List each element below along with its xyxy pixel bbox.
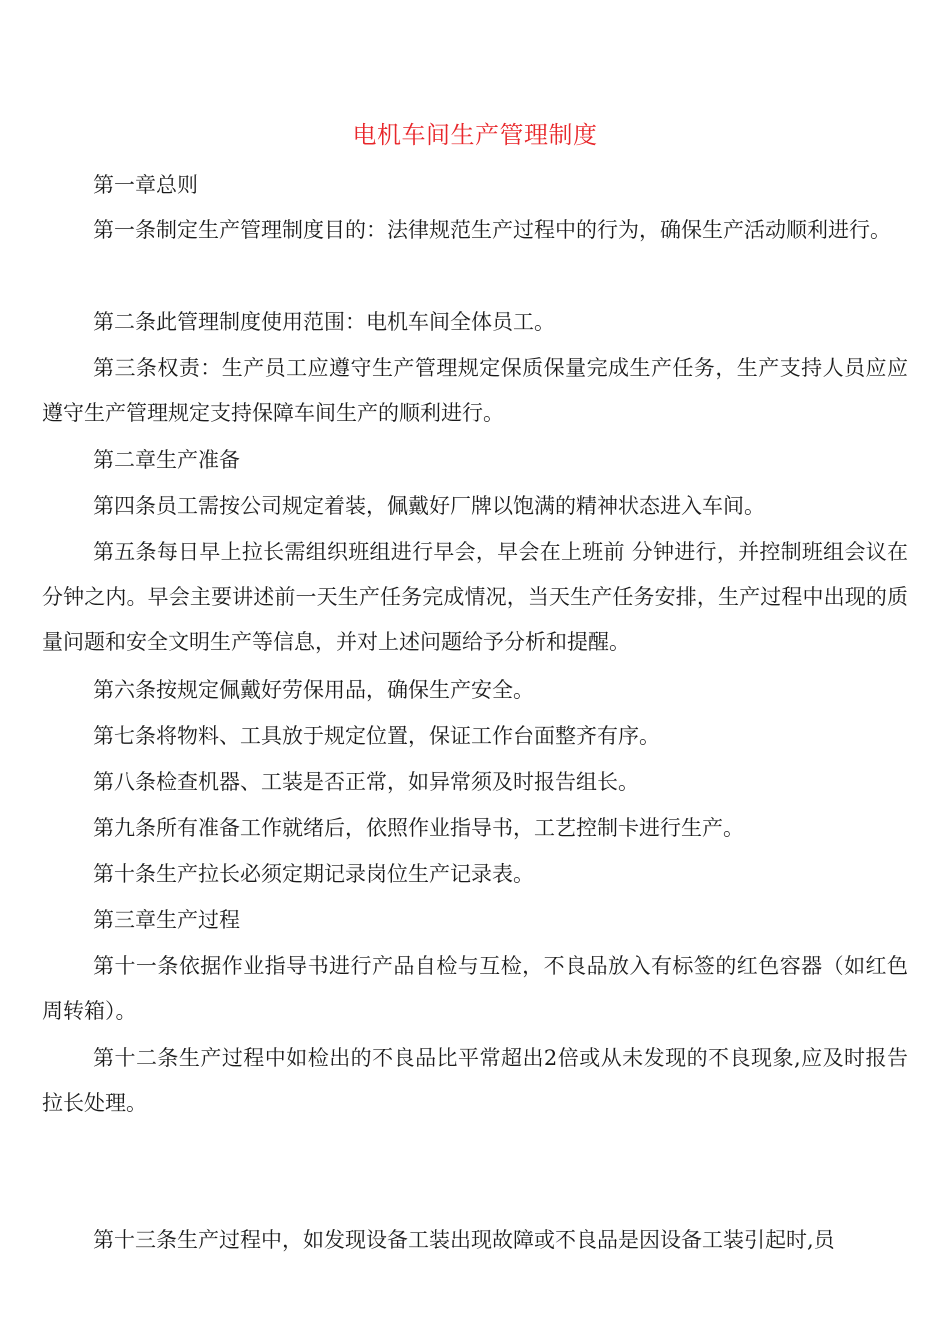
article-12: 第十二条生产过程中如检出的不良品比平常超出2倍或从未发现的不良现象,应及时报告拉长处理。 — [42, 1046, 908, 1115]
article-11: 第十一条依据作业指导书进行产品自检与互检，不良品放入有标签的红色容器（如红色周转箱）。 — [42, 954, 908, 1023]
document-title: 电机车间生产管理制度 — [352, 121, 598, 149]
article-10: 第十条生产拉长必须定期记录岗位生产记录表。 — [93, 862, 534, 886]
article-9: 第九条所有准备工作就绪后，依照作业指导书，工艺控制卡进行生产。 — [93, 816, 744, 840]
article-3: 第三条权责：生产员工应遵守生产管理规定保质保量完成生产任务，生产支持人员应应遵守生产管理规定支持保障车间生产的顺利进行。 — [42, 356, 908, 425]
article-2: 第二条此管理制度使用范围：电机车间全体员工。 — [93, 310, 555, 334]
article-8: 第八条检查机器、工装是否正常，如异常须及时报告组长。 — [93, 770, 639, 794]
chapter-heading-2: 第二章生产准备 — [93, 448, 240, 472]
article-7: 第七条将物料、工具放于规定位置，保证工作台面整齐有序。 — [93, 724, 660, 748]
article-6: 第六条按规定佩戴好劳保用品，确保生产安全。 — [93, 678, 534, 702]
chapter-heading-3: 第三章生产过程 — [93, 908, 240, 932]
chapter-heading-1: 第一章总则 — [93, 173, 198, 197]
article-1: 第一条制定生产管理制度目的：法律规范生产过程中的行为，确保生产活动顺利进行。 — [93, 218, 891, 242]
article-13: 第十三条生产过程中，如发现设备工装出现故障或不良品是因设备工装引起时,员 — [93, 1228, 835, 1252]
article-4: 第四条员工需按公司规定着装，佩戴好厂牌以饱满的精神状态进入车间。 — [93, 494, 765, 518]
article-5: 第五条每日早上拉长需组织班组进行早会，早会在上班前 分钟进行，并控制班组会议在 分钟之内。早会主要讲述前一天生产任务完成情况，当天生产任务安排，生产过程中出现的质量问题和安全文明生产等信息，并对上述问题给予分析和提醒。 — [42, 540, 908, 654]
